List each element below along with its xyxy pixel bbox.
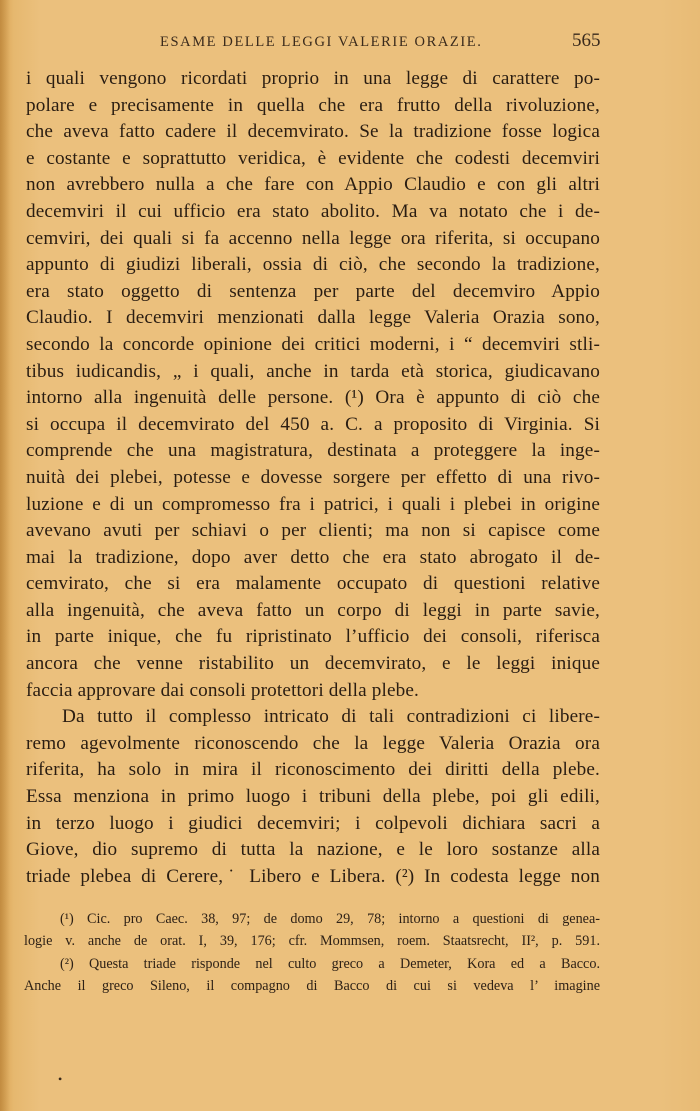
text-line: Giove, dio supremo di tutta la nazione, e le loro sostanze alla: [26, 839, 600, 861]
text-line: in terzo luogo i giudici decemviri; i colpevoli dichiara sacri a: [26, 812, 600, 834]
text-line: alla ingenuità, che aveva fatto un corpo di leggi in parte savie,: [26, 599, 600, 621]
text-line: comprende che una magistratura, destinata a proteggere la inge-: [26, 440, 600, 462]
text-line: triade plebea di Cerere,˙ Libero e Libera. (²) In codesta legge non: [26, 865, 600, 887]
text-line: i quali vengono ricordati proprio in una legge di carattere po-: [26, 68, 600, 89]
running-head: ESAME DELLE LEGGI VALERIE ORAZIE.: [160, 34, 483, 50]
footnotes: [24, 908, 600, 998]
main-text: [26, 66, 600, 890]
text-line: remo agevolmente riconoscendo che la legge Valeria Orazia ora: [26, 732, 600, 754]
text-line: Da tutto il complesso intricato di tali contradizioni ci libere-: [62, 706, 600, 728]
text-line: secondo la concorde opinione dei critici moderni, i “ decemviri stli-: [26, 333, 600, 355]
text-line: intorno alla ingenuità delle persone. (¹) Ora è appunto di ciò che: [26, 387, 600, 409]
text-line: in parte inique, che fu ripristinato l’ufficio dei consoli, riferisca: [26, 626, 600, 648]
text-line: appunto di giudizi liberali, ossia di ciò, che secondo la tradizione,: [26, 254, 600, 276]
text-line: decemviri il cui ufficio era stato abolito. Ma va notato che i de-: [26, 200, 600, 222]
footnote-line: (²) Questa triade risponde nel culto greco a Demeter, Kora ed a Bacco.: [60, 955, 600, 972]
text-line: riferita, ha solo in mira il riconoscimento dei diritti della plebe.: [26, 759, 600, 781]
text-line: Claudio. I decemviri menzionati dalla legge Valeria Orazia sono,: [26, 307, 600, 329]
text-line: tibus iudicandis, „ i quali, anche in tarda età storica, giudicavano: [26, 360, 600, 382]
text-line: Essa menziona in primo luogo i tribuni della plebe, poi gli edili,: [26, 786, 600, 808]
footnote-line: Anche il greco Sileno, il compagno di Bacco di cui si vedeva l’ imagine: [24, 978, 600, 995]
text-line: cemvirato, che si era malamente occupato di questioni relative: [26, 573, 600, 595]
text-line: nuità dei plebei, potesse e dovesse sorgere per effetto di una rivo-: [26, 466, 600, 488]
text-line: avevano avuti per schiavi o per clienti; ma non si capisce come: [26, 520, 600, 542]
footnote-line: logie v. anche de orat. I, 39, 176; cfr. Mommsen, roem. Staatsrecht, II², p. 591.: [24, 933, 600, 950]
text-line: faccia approvare dai consoli protettori della plebe.: [26, 679, 419, 701]
stray-mark: •: [58, 1072, 63, 1086]
text-line: cemviri, dei quali si fa accenno nella legge ora riferita, si occupano: [26, 227, 600, 249]
text-line: e costante e soprattutto veridica, è evidente che codesti decemviri: [26, 147, 600, 169]
text-line: che aveva fatto cadere il decemvirato. Se la tradizione fosse logica: [26, 121, 600, 143]
page-edge-shadow: [0, 0, 10, 1111]
text-line: polare e precisamente in quella che era frutto della rivoluzione,: [26, 94, 600, 116]
text-line: ancora che venne ristabilito un decemvirato, e le leggi inique: [26, 653, 600, 675]
text-line: luzione e di un compromesso fra i patrici, i quali i plebei in origine: [26, 493, 600, 515]
page-header: [0, 30, 700, 54]
text-line: mai la tradizione, dopo aver detto che era stato abrogato il de-: [26, 546, 600, 568]
page-number: 565: [572, 30, 601, 51]
footnote-line: (¹) Cic. pro Caec. 38, 97; de domo 29, 78; intorno a questioni di genea-: [60, 911, 600, 927]
text-line: si occupa il decemvirato del 450 a. C. a proposito di Virginia. Si: [26, 413, 600, 435]
text-line: era stato oggetto di sentenza per parte del decemviro Appio: [26, 280, 600, 302]
text-line: non avrebbero nulla a che fare con Appio Claudio e con gli altri: [26, 174, 600, 196]
